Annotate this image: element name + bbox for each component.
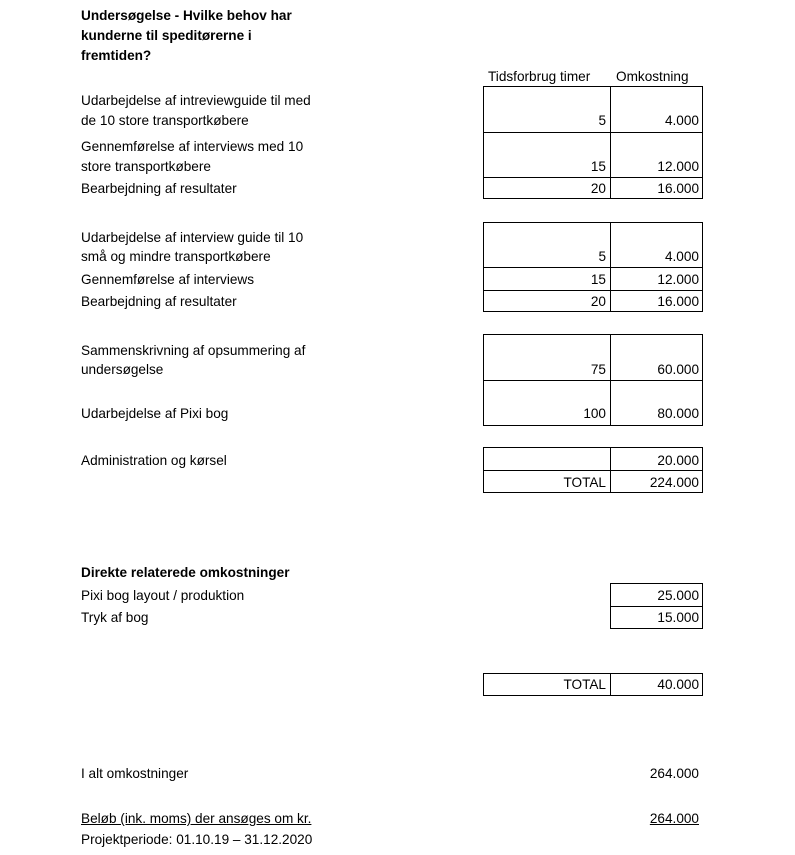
applied-amount-label: Beløb (ink. moms) der ansøges om kr.: [81, 811, 312, 826]
project-period: Projektperiode: 01.10.19 – 31.12.2020: [81, 832, 313, 847]
group1-row-divider: [483, 132, 703, 133]
task-label: Bearbejdning af resultater: [81, 181, 237, 196]
group1-column-divider: [610, 86, 611, 199]
group2-row-divider: [483, 267, 703, 268]
section-title-line-3: fremtiden?: [81, 48, 152, 63]
column-header-hours: Tidsforbrug timer: [488, 69, 591, 84]
task-label: Gennemførelse af interviews med 10: [81, 139, 304, 154]
hours-value: 20: [590, 181, 606, 196]
direct-cost-value: 15.000: [657, 610, 699, 625]
cost-value: 20.000: [657, 453, 699, 468]
hours-value: 5: [598, 249, 606, 264]
cost-value: 12.000: [657, 272, 699, 287]
task-label: Udarbejdelse af Pixi bog: [81, 406, 229, 421]
task-label: undersøgelse: [81, 362, 164, 377]
cost-value: 12.000: [657, 159, 699, 174]
cost-value: 80.000: [657, 406, 699, 421]
total-label: TOTAL: [563, 475, 606, 490]
section-title-line-2: kunderne til speditørerne i: [81, 28, 252, 43]
task-label: de 10 store transportkøbere: [81, 113, 249, 128]
group2-row-divider: [483, 290, 703, 291]
hours-value: 100: [583, 406, 606, 421]
hours-value: 5: [598, 113, 606, 128]
hours-value: 20: [590, 294, 606, 309]
column-header-cost: Omkostning: [616, 69, 689, 84]
hours-value: 15: [590, 272, 606, 287]
task-label: Bearbejdning af resultater: [81, 294, 237, 309]
task-label: Udarbejdelse af interview guide til 10: [81, 230, 304, 245]
all-costs-value: 264.000: [649, 766, 699, 781]
direct-costs-row-divider: [610, 606, 703, 607]
direct-costs-total-divider: [610, 673, 611, 696]
group3-row-divider: [483, 380, 703, 381]
applied-amount-value: 264.000: [649, 811, 699, 826]
task-label: små og mindre transportkøbere: [81, 249, 271, 264]
direct-cost-value: 25.000: [657, 588, 699, 603]
cost-value: 60.000: [657, 362, 699, 377]
group1-row-divider: [483, 177, 703, 178]
total-value: 224.000: [649, 475, 699, 490]
task-label: Administration og kørsel: [81, 453, 227, 468]
cost-value: 4.000: [664, 113, 699, 128]
direct-cost-label: Tryk af bog: [81, 610, 149, 625]
all-costs-label: I alt omkostninger: [81, 766, 189, 781]
task-label: Sammenskrivning af opsummering af: [81, 343, 306, 358]
task-label: store transportkøbere: [81, 159, 211, 174]
section-heading-direct-costs: Direkte relaterede omkostninger: [81, 565, 290, 580]
section-title-line-1: Undersøgelse - Hvilke behov har: [81, 8, 292, 23]
total-value: 40.000: [657, 677, 699, 692]
cost-value: 16.000: [657, 294, 699, 309]
group4-row-divider: [483, 470, 703, 471]
total-label: TOTAL: [563, 677, 606, 692]
cost-value: 16.000: [657, 181, 699, 196]
hours-value: 75: [590, 362, 606, 377]
task-label: Udarbejdelse af intreviewguide til med: [81, 93, 311, 108]
task-label: Gennemførelse af interviews: [81, 272, 255, 287]
direct-cost-label: Pixi bog layout / produktion: [81, 588, 245, 603]
hours-value: 15: [590, 159, 606, 174]
cost-value: 4.000: [664, 249, 699, 264]
